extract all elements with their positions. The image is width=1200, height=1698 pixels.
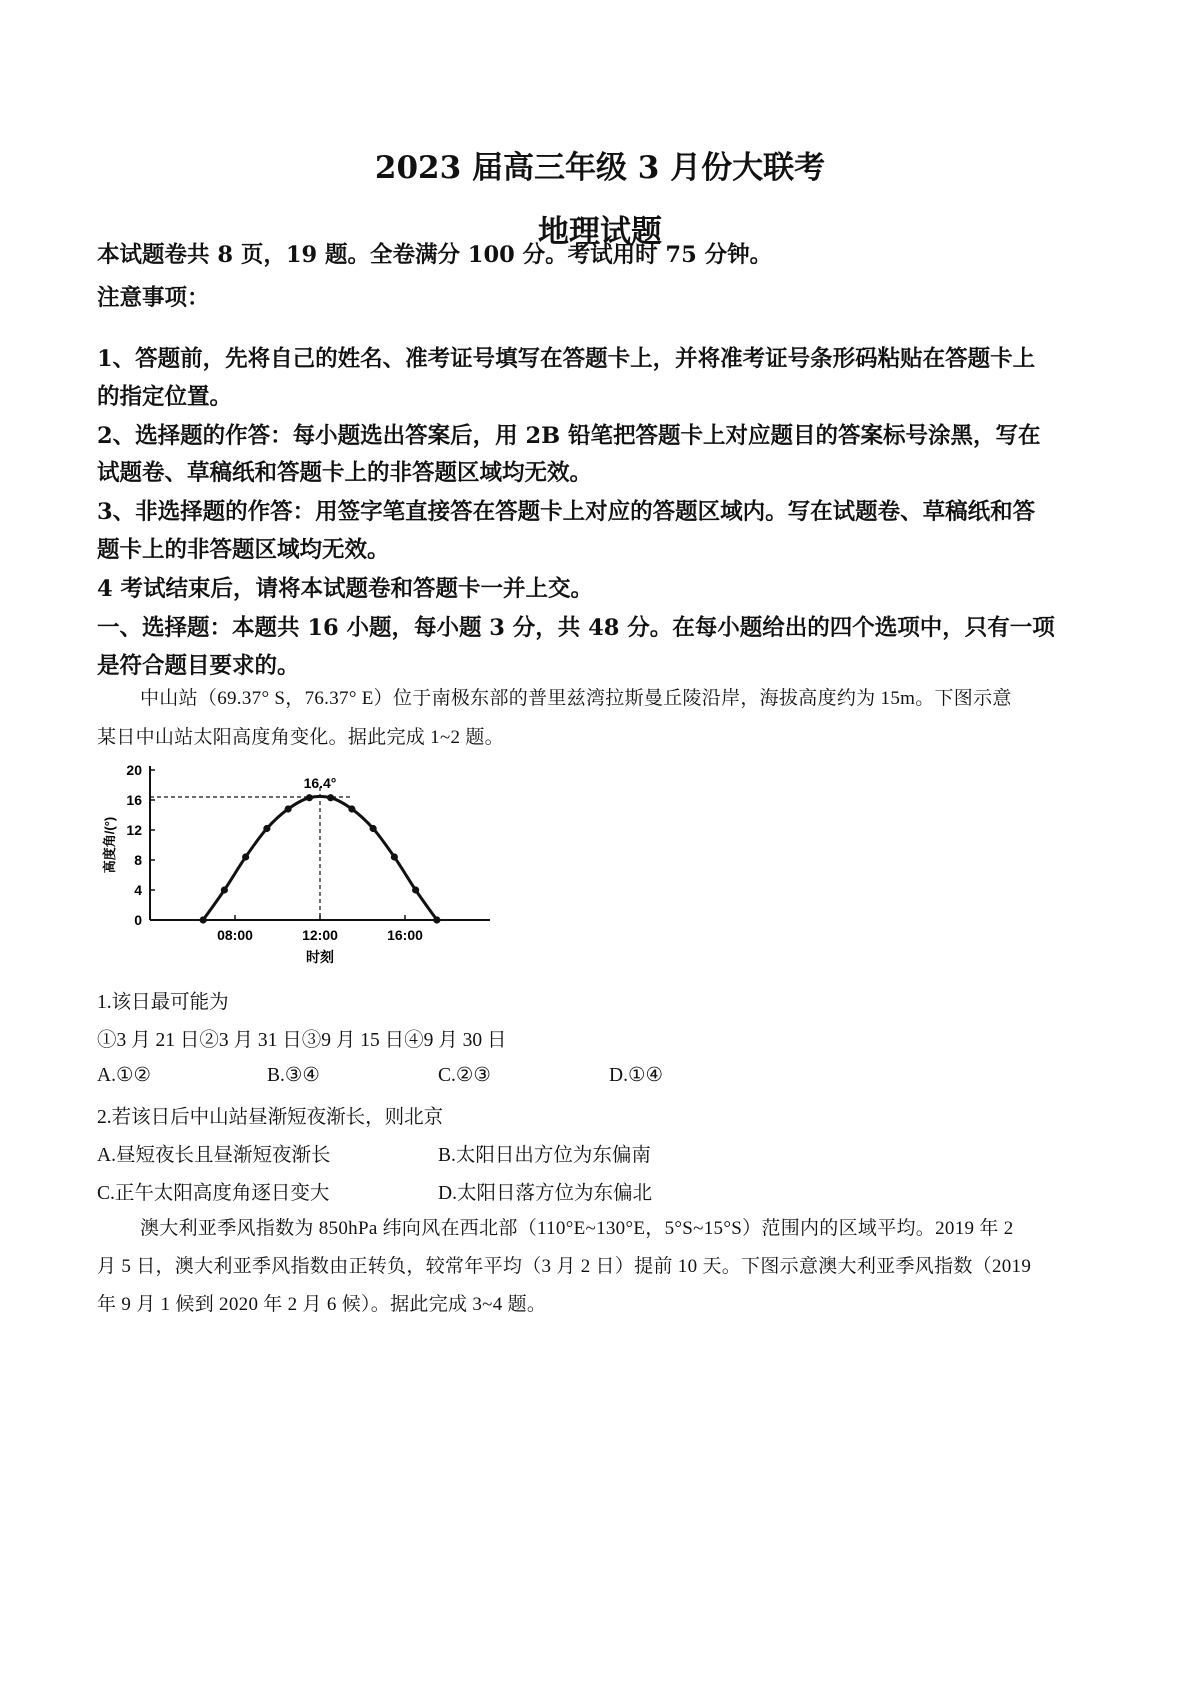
y-tick-label: 0 <box>134 912 142 928</box>
q1-choices: ①3 月 21 日②3 月 31 日③9 月 15 日④9 月 30 日 <box>97 1030 507 1051</box>
intro2-line2: 月 5 日，澳大利亚季风指数由正转负，较常年平均（3 月 2 日）提前 10 天。下图示意澳大利亚季风指数（2019 <box>97 1256 1032 1277</box>
notice-heading: 注意事项： <box>97 285 210 311</box>
q2-stem: 2.若该日后中山站昼渐短夜渐长，则北京 <box>97 1107 444 1128</box>
section-heading-2: 是符合题目要求的。 <box>97 653 300 679</box>
data-point <box>370 825 377 832</box>
x-axis-label: 时刻 <box>306 949 334 965</box>
sun-altitude-chart <box>100 755 560 970</box>
q2-option-a: A.昼短夜长且昼渐短夜渐长 <box>97 1145 331 1166</box>
x-tick-label: 16:00 <box>387 927 423 943</box>
q1-stem: 1.该日最可能为 <box>97 992 229 1013</box>
intro1-line2: 某日中山站太阳高度角变化。据此完成 1~2 题。 <box>97 727 504 748</box>
data-point <box>242 853 249 860</box>
y-tick-label: 4 <box>134 882 142 898</box>
data-point <box>263 825 270 832</box>
notice-item-2b: 试题卷、草稿纸和答题卡上的非答题区域均无效。 <box>97 460 593 486</box>
page-subtitle: 地理试题 <box>538 214 662 250</box>
q2-option-c: C.正午太阳高度角逐日变大 <box>97 1183 330 1204</box>
notice-item-2a: 2、选择题的作答：每小题选出答案后，用 2B 铅笔把答题卡上对应题目的答案标号涂黑，写在 <box>97 423 1041 449</box>
exam-info: 本试题卷共 8 页，19 题。全卷满分 100 分。考试用时 75 分钟。 <box>97 242 773 268</box>
y-axis-label: 高度角/(°) <box>102 816 117 874</box>
y-tick-label: 12 <box>126 822 142 838</box>
data-point <box>433 916 440 923</box>
data-point <box>348 805 355 812</box>
q1-option-b: B.③④ <box>267 1065 320 1086</box>
q2-option-d: D.太阳日落方位为东偏北 <box>438 1183 652 1204</box>
page-title: 2023 届高三年级 3 月份大联考 <box>374 150 826 186</box>
data-point <box>391 853 398 860</box>
q1-option-a: A.①② <box>97 1065 151 1086</box>
data-point <box>412 886 419 893</box>
data-point <box>327 794 334 801</box>
notice-item-4: 4 考试结束后，请将本试题卷和答题卡一并上交。 <box>97 576 593 602</box>
q1-option-d: D.①④ <box>609 1065 663 1086</box>
notice-item-3b: 题卡上的非答题区域均无效。 <box>97 537 390 563</box>
y-tick-label: 16 <box>126 792 142 808</box>
x-tick-label: 08:00 <box>217 927 253 943</box>
intro2-line3: 年 9 月 1 候到 2020 年 2 月 6 候）。据此完成 3~4 题。 <box>97 1294 547 1315</box>
q2-option-b: B.太阳日出方位为东偏南 <box>438 1145 651 1166</box>
q1-option-c: C.②③ <box>438 1065 491 1086</box>
notice-item-3a: 3、非选择题的作答：用签字笔直接答在答题卡上对应的答题区域内。写在试题卷、草稿纸和答 <box>97 499 1036 525</box>
data-point <box>285 805 292 812</box>
notice-item-1b: 的指定位置。 <box>97 384 233 410</box>
data-point <box>200 916 207 923</box>
data-point <box>221 886 228 893</box>
intro2-line1: 澳大利亚季风指数为 850hPa 纬向风在西北部（110°E~130°E，5°S~15°S）范围内的区域平均。2019 年 2 <box>140 1218 1014 1239</box>
x-tick-label: 12:00 <box>302 927 338 943</box>
y-tick-label: 8 <box>134 852 142 868</box>
notice-item-1a: 1、答题前，先将自己的姓名、准考证号填写在答题卡上，并将准考证号条形码粘贴在答题卡上 <box>97 346 1036 372</box>
data-point <box>306 794 313 801</box>
section-heading-1: 一、选择题：本题共 16 小题，每小题 3 分，共 48 分。在每小题给出的四个选项中，只有一项 <box>97 615 1055 641</box>
intro1-line1: 中山站（69.37° S，76.37° E）位于南极东部的普里兹湾拉斯曼丘陵沿岸，海拔高度约为 15m。下图示意 <box>140 688 1012 709</box>
y-tick-label: 20 <box>126 762 142 778</box>
peak-label: 16.4° <box>303 775 337 791</box>
